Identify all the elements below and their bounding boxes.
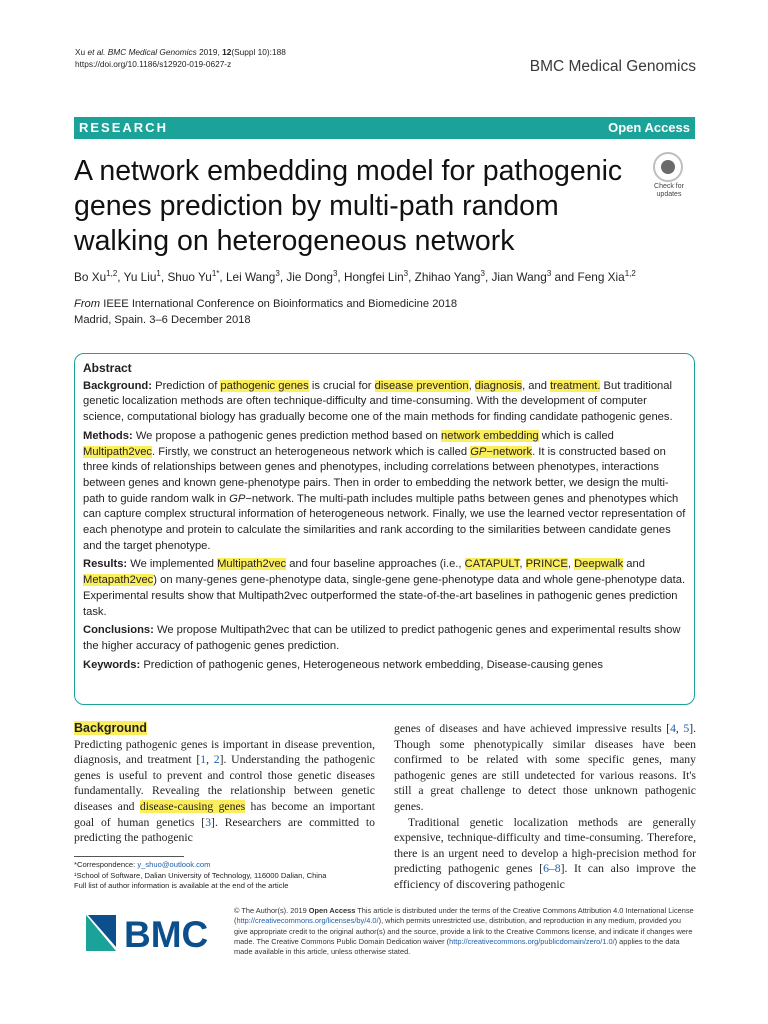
ref-link[interactable]: 4 bbox=[670, 722, 676, 735]
author-name: Jian Wang bbox=[491, 269, 547, 284]
author-affiliation-mark: 3 bbox=[275, 269, 280, 278]
ref-link[interactable]: 1 bbox=[200, 753, 207, 767]
author-name: Hongfei Lin bbox=[343, 269, 404, 284]
author-name: Zhihao Yang bbox=[414, 269, 481, 284]
citation-line: Xu et al. BMC Medical Genomics 2019, 12(Suppl 10):188 https://doi.org/10.1186/s12920-019-0627-z bbox=[75, 47, 286, 69]
ref-link[interactable]: 2 bbox=[213, 753, 220, 767]
ref-link[interactable]: 5 bbox=[683, 722, 690, 735]
correspondence-email[interactable]: y_shuo@outlook.com bbox=[137, 860, 211, 869]
license-link[interactable]: http://creativecommons.org/licenses/by/4.0/ bbox=[236, 916, 379, 926]
doi-link[interactable]: https://doi.org/10.1186/s12920-019-0627-z bbox=[75, 59, 232, 69]
author-affiliation-mark: 1* bbox=[211, 269, 220, 278]
abstract-background: Background: Prediction of pathogenic genes is crucial for disease prevention, diagnosis, and treatment. But traditional genetic localization methods are often technique-difficulty and time-consuming. With the development of computer science, computational biology has gradually become one of the main methods for finding candidate pathogenic genes. bbox=[83, 379, 673, 424]
ref-link[interactable]: 6–8 bbox=[543, 862, 561, 876]
author-affiliation-mark: 1,2 bbox=[106, 269, 118, 278]
abstract-box bbox=[74, 353, 695, 705]
updates-icon bbox=[653, 152, 683, 182]
author-name: Feng Xia bbox=[577, 269, 625, 284]
abstract-results: Results: We implemented Multipath2vec and four baseline approaches (i.e., CATAPULT, PRINCE, Deepwalk and Metapath2vec) on many-genes gene-phenotype data, single-gene gene-phenotype data and whole gene-phenotype data. Experimental results show that Multipath2vec outperformed the state-of-the-art baselines in pathogenic genes prediction task. bbox=[83, 558, 686, 618]
footnotes: *Correspondence: y_shuo@outlook.com ¹School of Software, Dalian University of Technology, 116000 Dalian, China Full list of author information is available at the end of the article bbox=[74, 860, 327, 890]
author-name: Bo Xu bbox=[74, 269, 107, 284]
author-affiliation-mark: 3 bbox=[332, 269, 338, 278]
bmc-logo bbox=[86, 913, 216, 953]
author-name: Yu Liu bbox=[123, 269, 157, 284]
author-name: Jie Dong bbox=[286, 269, 333, 284]
article-title: A network embedding model for pathogenic genes prediction by multi-path random walking on heterogeneous network bbox=[74, 155, 623, 257]
author-name: Lei Wang bbox=[225, 269, 276, 284]
abstract-heading: Abstract bbox=[83, 361, 132, 375]
check-for-updates-badge[interactable]: Check for updates bbox=[646, 150, 692, 202]
body-left-column bbox=[74, 721, 375, 846]
body-paragraph: Traditional genetic localization methods are generally expensive, technique-difficulty and time-consuming. Therefore, there is an urgent need to develop a high-precision method for predicting pathogenic genes [6–8]. It can also improve the efficiency of discovering pathogenic bbox=[394, 815, 696, 891]
body-right-column bbox=[394, 721, 696, 893]
author-list: Bo Xu$^{1,2}$, Yu Liu$^1$, Shuo $Yu^{1*}$, Lei Wang$^3$, Jie Dong$^3$, Hongfei Lin$^3$, Zhihao Yang$^3$, Jian Wang$^3$ and Feng Xia$^{1,2}$ bbox=[74, 269, 636, 284]
author-affiliation-mark: 3 bbox=[403, 269, 409, 278]
author-affiliation-mark: 1,2 bbox=[624, 269, 636, 278]
section-bar bbox=[74, 117, 695, 139]
author-name: Shuo Yu bbox=[167, 269, 212, 284]
open-access-label: Open Access bbox=[608, 120, 690, 135]
abstract-methods: Methods: We propose a pathogenic genes prediction method based on network embedding which is called Multipath2vec. Firstly, we construct an heterogeneous network which is called GP−network. It is constructed based on three kinds of relationships between genes and phenotypes, including correlations between phenotypes, interactions between genes and known gene-phenotype pairs. Then in order to embedding the network better, we design the multi-path to guide random walk in GP−network. The multi-path includes multiple paths between genes and phenotypes which can capture complex structural information of heterogeneous network. Finally, we use the learned vector representation of each phenotype and protein to calculate the similarities and rank according to the similarities between candidate genes and the target phenotype. bbox=[83, 429, 686, 552]
body-paragraph: genes of diseases and have achieved impressive results [4, 5]. Though some phenotypically similar diseases have been confirmed to be related with some specific genes, many pathogenic genes are still undetected for various reasons. It's still a great challenge to detect those unknown pathogenic genes. bbox=[394, 722, 697, 813]
abstract-conclusions: Conclusions: We propose Multipath2vec that can be utilized to predict pathogenic genes and experimental results show the higher accuracy of pathogenic genes prediction. bbox=[83, 624, 681, 652]
abstract-keywords: Keywords: Prediction of pathogenic genes, Heterogeneous network embedding, Disease-causing genes bbox=[83, 658, 603, 671]
ref-link[interactable]: 3 bbox=[205, 815, 212, 829]
license-text: © The Author(s). 2019 Open Access This article is distributed under the terms of the Creative Commons Attribution 4.0 International License (http://creativecommons.org/licenses/by/4.0/), which permits unrestricted use, distribution, and reproduction in any medium, provided you give appropriate credit to the original author(s) and the source, provide a link to the Creative Commons license, and indicate if changes were made. The Creative Commons Public Domain Dedication waiver (http://creativecommons.org/publicdomain/zero/1.0/) applies to the data made available in this article, unless otherwise stated. bbox=[234, 906, 694, 957]
author-affiliation-mark: 1 bbox=[156, 269, 161, 278]
section-label: RESEARCH bbox=[79, 120, 168, 135]
conference-info: From IEEE International Conference on Bioinformatics and Biomedicine 2018 Madrid, Spain. 3–6 December 2018 bbox=[74, 298, 458, 326]
section-heading-background: Background bbox=[74, 721, 147, 735]
author-affiliation-mark: 3 bbox=[480, 269, 485, 278]
author-affiliation-mark: 3 bbox=[546, 269, 552, 278]
footnote-divider bbox=[74, 856, 184, 857]
svg-text:BMC: BMC bbox=[124, 914, 209, 953]
body-paragraph: Predicting pathogenic genes is important in disease prevention, diagnosis, and treatment [1, 2]. Understanding the pathogenic genes is useful to prevent and control those genetic diseases fundamentally. Revealing the relationship between genetic diseases and disease-causing genes has become an important goal of human genetics [3]. Researchers are committed to predicting the pathogenic bbox=[74, 737, 375, 845]
public-domain-link[interactable]: http://creativecommons.org/publicdomain/zero/1.0/ bbox=[449, 936, 615, 946]
journal-name: BMC Medical Genomics bbox=[529, 58, 696, 75]
bmc-logo-icon bbox=[86, 913, 216, 953]
